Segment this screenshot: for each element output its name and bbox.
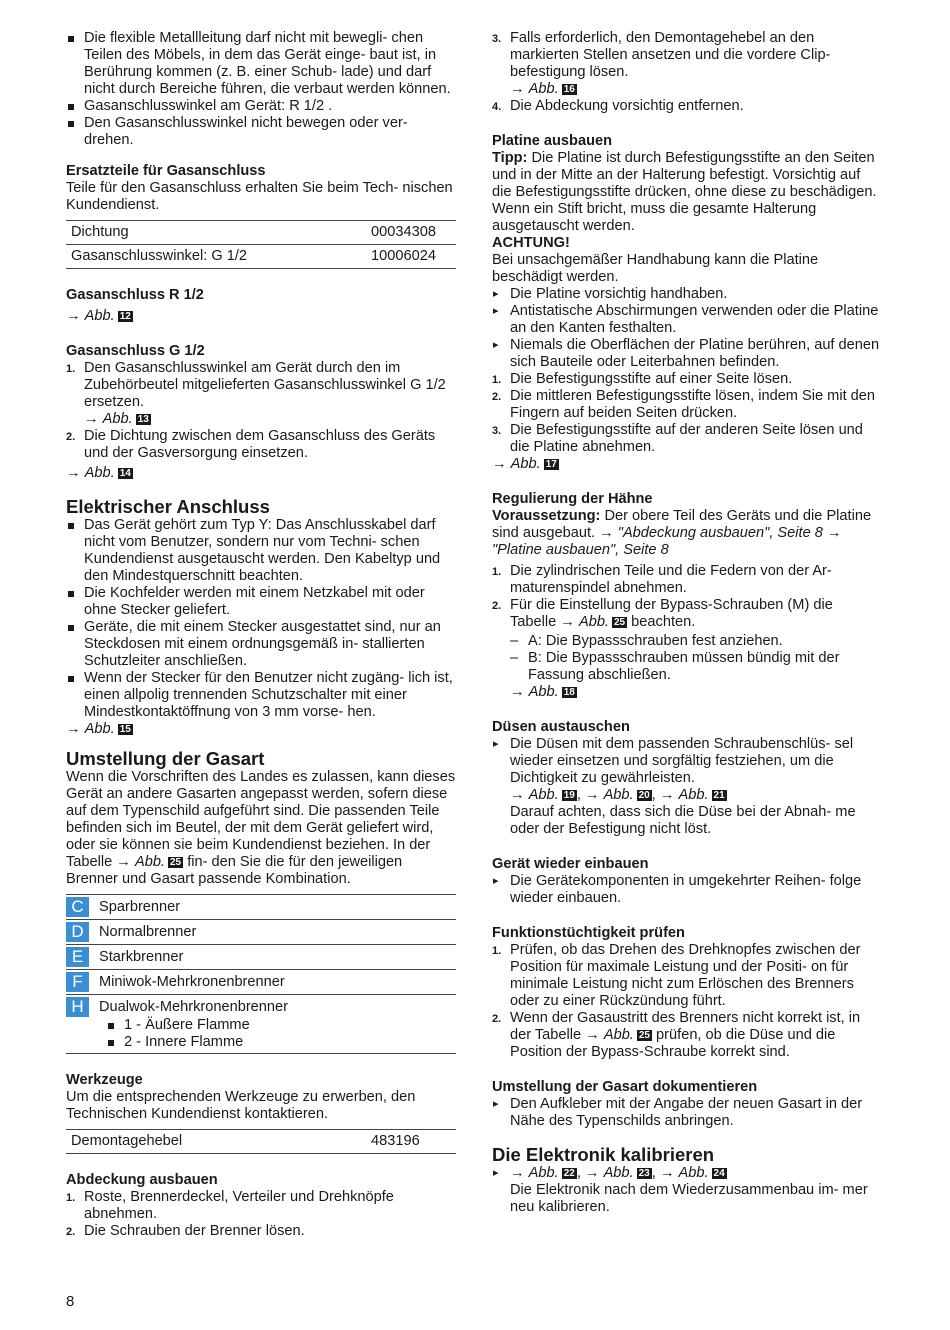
list-item: – B: Die Bypassschrauben müssen bündig mit der Fassung abschließen. [510,650,880,684]
list-item: 1. Roste, Brennerdeckel, Verteiler und Drehknöpfe abnehmen. [66,1189,394,1222]
elektronik-heading: Die Elektronik kalibrieren [492,1144,715,1165]
brenner-label: Starkbrenner [99,949,184,965]
list-item: Die Kochfelder werden mit einem Netzkabel mit oder ohne Stecker geliefert. [66,585,456,619]
haehne-voraussetzung: Voraussetzung: Der obere Teil des Geräts und die Platine sind ausgebaut. → "Abdeckung ausbauen", Seite 8 → "Platine ausbauen", Seite 8 [492,508,872,558]
abdeckung-steps [66,1189,456,1240]
list-item: Wenn der Stecker für den Benutzer nicht zugäng- lich ist, einen allpolig trennenden Schutzschalter mit einer Mindestkontaktöffnung von 3 mm vorse- hen. [66,670,456,721]
list-item: Gasanschlusswinkel am Gerät: R 1/2 . [66,98,456,115]
platine-tipp: Tipp: Die Platine ist durch Befestigungsstifte an den Seiten und in der Mitte an der Halterung befestigt. Vorsichtig auf die Befestigungsstifte drücken, ohne diese zu beschädigen. Wenn ein Stift bricht, muss die gesamte Halterung ausgetauscht werden. [492,150,877,234]
list-item: 1. Die zylindrischen Teile und die Federn von der Ar- maturenspindel abnehmen. [492,563,832,596]
platine-steps [492,371,880,456]
figure-number: 14 [119,468,131,479]
list-item: 1. Prüfen, ob das Drehen des Drehknopfes zwischen der Position für maximale Leistung und der Positi- on für minimale Leistung nicht zum Erlöschen des Brenners oder zu einer Rückzündung führt. [492,942,861,1009]
duesen-heading: Düsen austauschen [492,719,630,735]
brenner-label: Sparbrenner [99,899,181,915]
figure-number: 20 [638,790,650,801]
table-cell: Dichtung [66,221,366,245]
figure-number: 13 [137,414,149,425]
werkzeuge-text: Um die entsprechenden Werkzeuge zu erwerben, den Technischen Kundendienst kontaktieren. [66,1089,416,1122]
brenner-letter: C [66,897,89,917]
achtung-text: Bei unsachgemäßer Handhabung kann die Platine beschädigt werden. [492,252,819,285]
table-cell: Demontagehebel [66,1130,366,1154]
list-item: ▸ Antistatische Abschirmungen verwenden oder die Platine an den Kanten festhalten. [492,303,880,337]
figure-number: 12 [119,311,131,322]
funktion-heading: Funktionstüchtigkeit prüfen [492,925,685,941]
figure-number: 25 [614,617,626,628]
abdeckung-heading: Abdeckung ausbauen [66,1172,218,1188]
table-cell: 00034308 [366,221,456,245]
haehne-heading: Regulierung der Hähne [492,491,653,507]
werkzeuge-table [66,1129,456,1154]
table-cell: 10006024 [366,245,456,269]
brenner-letter: D [66,922,89,942]
figure-number: 15 [119,724,131,735]
platine-figure-ref: → Abb. 17 [492,456,557,472]
list-item: Die flexible Metallleitung darf nicht mit bewegli- chen Teilen des Möbels, in dem das Gerät einge- baut ist, in Berührung kommen (z. B. einer Schub- lade) und darf nicht durch Bereiche führen, die verbaut werden können. [66,30,456,98]
elektrisch-bullets [66,517,456,721]
platine-heading: Platine ausbauen [492,133,613,149]
dualwok-sub-list [106,1017,456,1051]
table-row [66,895,456,920]
duesen-list [492,736,880,838]
list-item: 2. Die Dichtung zwischen dem Gasanschluss des Geräts und der Gasversorgung einsetzen. [66,428,436,461]
r12-heading: Gasanschluss R 1/2 [66,287,204,303]
r12-figure-ref: → Abb. 12 [66,308,131,324]
haehne-dash-list [510,633,880,684]
table-row [66,920,456,945]
ersatzteile-table [66,220,456,269]
elektrisch-figure-ref: → Abb. 15 [66,721,131,737]
table-row [66,221,456,245]
ersatzteile-text: Teile für den Gasanschluss erhalten Sie beim Tech- nischen Kundendienst. [66,180,453,213]
g12-heading: Gasanschluss G 1/2 [66,343,205,359]
gasart-text: Wenn die Vorschriften des Landes es zulassen, kann dieses Gerät an andere Gasarten angepasst werden, sofern diese auf dem Typenschild aufgeführt sind. Die passenden Teile befinden sich im Beutel, der mit dem Gerät geliefert wird, oder sie können sie beim Kundendienst beziehen. In der Tabelle → Abb. 25 fin- den Sie die für den jeweiligen Brenner und Gasart passende Kombination. [66,769,456,887]
brenner-label: Normalbrenner [99,924,197,940]
figure-number: 19 [563,790,575,801]
page-number: 8 [66,1293,75,1310]
brenner-letter: H [66,997,89,1017]
doku-list [492,1096,880,1130]
figure-number: 22 [563,1168,575,1179]
list-item: 1 - Äußere Flamme [106,1017,456,1034]
table-row [66,245,456,269]
figure-number: 25 [638,1030,650,1041]
left-column [66,30,456,1240]
brenner-letter: F [66,972,89,992]
brenner-label: Miniwok-Mehrkronenbrenner [99,974,285,990]
list-item: ▸ Niemals die Oberflächen der Platine berühren, auf denen sich Bauteile oder Leiterbahnen befinden. [492,337,880,371]
funktion-steps [492,942,880,1061]
abdeckung-steps-cont [492,30,880,115]
list-item: 4. Die Abdeckung vorsichtig entfernen. [492,98,744,114]
list-item: 3. Falls erforderlich, den Demontagehebel an den markierten Stellen ansetzen und die vordere Clip- befestigung lösen. → Abb. 16 [492,30,831,97]
ersatzteile-heading: Ersatzteile für Gasanschluss [66,163,266,179]
list-item: ▸ → Abb. 22 , → Abb. 23 , → Abb. 24 Die Elektronik nach dem Wiederzusammenbau im- mer neu kalibrieren. [492,1165,880,1216]
brenner-table [66,894,456,1054]
list-item: Das Gerät gehört zum Typ Y: Das Anschlusskabel darf nicht vom Benutzer, sondern nur vom Techni- schen Kundendienst ausgetauscht werden. Den Kabeltyp und den Mindestquerschnitt beachten. [66,517,456,585]
gasart-heading: Umstellung der Gasart [66,748,265,769]
elektronik-list [492,1165,880,1216]
list-item: 2. Die Schrauben der Brenner lösen. [66,1223,305,1239]
werkzeuge-heading: Werkzeuge [66,1072,143,1088]
list-item: 3. Die Befestigungsstifte auf der anderen Seite lösen und die Platine abnehmen. [492,422,863,455]
figure-number: 18 [563,687,575,698]
list-item: 2 - Innere Flamme [106,1034,456,1051]
list-item: 1. Die Befestigungsstifte auf einer Seite lösen. [492,371,793,387]
list-item: – A: Die Bypassschrauben fest anziehen. [510,633,880,650]
list-item: 2. Für die Einstellung der Bypass-Schrauben (M) die Tabelle → Abb. 25 beachten. – A: Die Bypassschrauben fest anziehen. – B: Die Bypassschrauben müssen bündig mit der Fassung abschließen. → Abb. 18 [492,597,880,701]
brenner-label: Dualwok-Mehrkronenbrenner [99,999,288,1015]
table-row [66,1130,456,1154]
list-item: Geräte, die mit einem Stecker ausgestattet sind, nur an Steckdosen mit einem ordnungsgemäß in- stallierten Schutzleiter anschließen. [66,619,456,670]
doku-heading: Umstellung der Gasart dokumentieren [492,1079,758,1095]
list-item: ▸ Die Düsen mit dem passenden Schraubenschlüs- sel wieder einsetzen und sorgfältig festziehen, um die Dichtigkeit zu gewährleisten. → Abb. 19 , → Abb. 20 , → Abb. 21 Darauf achten, dass sich die Düse bei der Abnah- me oder der Befestigung nicht löst. [492,736,880,838]
figure-number: 17 [545,459,557,470]
list-item: ▸ Die Platine vorsichtig handhaben. [492,286,880,303]
list-item: ▸ Die Gerätekomponenten in umgekehrter Reihen- folge wieder einbauen. [492,873,880,907]
list-item: 1. Den Gasanschlusswinkel am Gerät durch den im Zubehörbeutel mitgelieferten Gasanschlusswinkel G 1/2 ersetzen. → Abb. 13 [66,360,446,427]
platine-bullets [492,286,880,371]
achtung-label: ACHTUNG! [492,235,570,251]
list-item: 2. Wenn der Gasaustritt des Brenners nicht korrekt ist, in der Tabelle → Abb. 25 prüfen, ob die Düse und die Position der Bypass-Schraube korrekt sind. [492,1010,861,1060]
g12-figure-ref: → Abb. 14 [66,465,131,481]
table-row [66,945,456,970]
einbauen-list [492,873,880,907]
list-item: Den Gasanschlusswinkel nicht bewegen oder ver- drehen. [66,115,456,149]
figure-number: 16 [563,84,575,95]
g12-steps [66,360,456,462]
table-row [66,995,456,1054]
table-cell: 483196 [366,1130,456,1154]
figure-number: 24 [713,1168,725,1179]
table-cell: Gasanschlusswinkel: G 1/2 [66,245,366,269]
intro-bullet-list [66,30,456,149]
elektrisch-heading: Elektrischer Anschluss [66,496,270,517]
list-item: ▸ Den Aufkleber mit der Angabe der neuen Gasart in der Nähe des Typenschilds anbringen. [492,1096,880,1130]
figure-number: 25 [170,857,182,868]
table-row [66,970,456,995]
figure-number: 21 [713,790,725,801]
einbauen-heading: Gerät wieder einbauen [492,856,649,872]
haehne-steps [492,563,880,701]
list-item: 2. Die mittleren Befestigungsstifte lösen, indem Sie mit den Fingern auf beiden Seiten drücken. [492,388,876,421]
brenner-letter: E [66,947,89,967]
figure-number: 23 [638,1168,650,1179]
right-column [492,30,880,1216]
